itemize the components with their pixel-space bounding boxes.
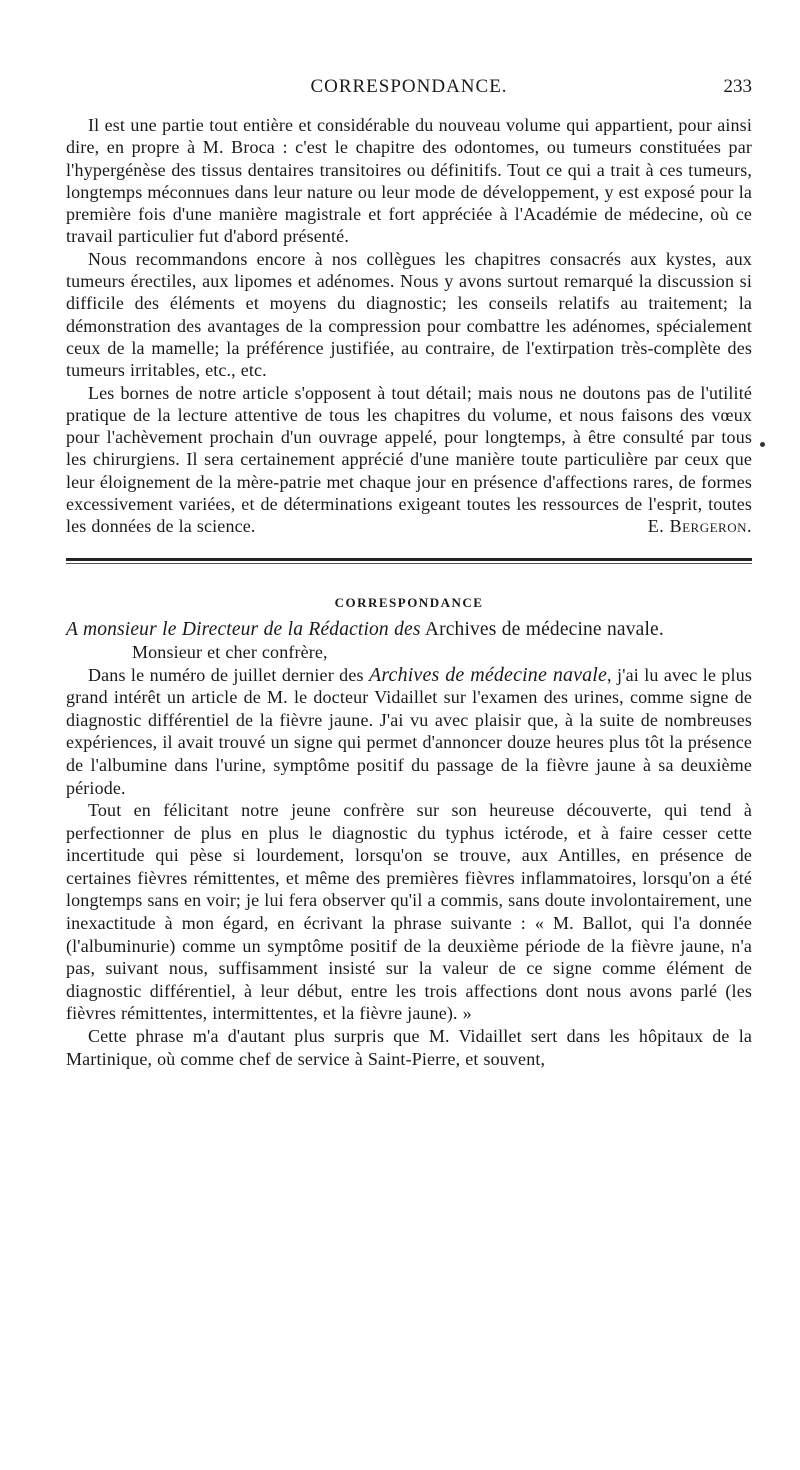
letter-paragraph-1 (66, 664, 752, 800)
letter-paragraph-2: Tout en félicitant notre jeune confrère sur son heureuse découverte, qui tend à perfectionner de plus en plus le diagnostic du typhus ictérode, et à faire cesser cette incertitude qui pèse si lourdement, lorsqu'on se trouve, aux Antilles, en présence de certaines fièvres rémittentes, et même des premières fièvres inflammatoires, lorsqu'on a été longtemps sans en voir; je lui fera observer qu'il a commis, sans doute involontairement, une inexactitude à mon égard, en écrivant la phrase suivante : « M. Ballot, qui l'a donnée (l'albuminurie) comme un symptôme positif de la deuxième période de la fièvre jaune, n'a pas, suivant nous, suffisamment insisté sur la valeur de ce signe comme élément de diagnostic différentiel, à leur début, entre les trois affections dont nous avons parlé (les fièvres rémittentes, intermittentes, et la fièvre jaune). » (66, 800, 752, 1024)
letter-p1-start: Dans le numéro de juillet dernier des (88, 664, 369, 685)
letter-p1-rest: , j'ai lu avec le plus grand intérêt un article de M. le docteur Vidaillet sur l'examen des urines, comme signe de diagnostic différentiel de la fièvre jaune. J'ai vu avec plaisir que, à la suite de nombreuses expériences, il avait trouvé un signe qui permet d'annoncer douze heures plus tôt la présence de l'albumine dans l'urine, symptôme positif du passage de la fièvre jaune à sa deuxième période. (66, 664, 753, 798)
journal-title-italic: Archives de médecine navale (368, 663, 608, 686)
section-heading: CORRESPONDANCE (334, 594, 484, 610)
section-divider (66, 558, 752, 564)
running-header (66, 76, 752, 104)
address-roman: Archives de médecine navale. (420, 618, 664, 640)
address-italic: A monsieur le Directeur de la Rédaction des (66, 618, 421, 640)
review-signature: E. Bergeron. (647, 516, 752, 537)
page-number: 233 (723, 76, 752, 97)
letter-salutation: Monsieur et cher confrère, (132, 642, 328, 663)
main-text (66, 114, 752, 1070)
running-title: CORRESPONDANCE. (310, 76, 508, 97)
review-paragraph-3 (66, 382, 752, 538)
letter-paragraph-3: Cette phrase m'a d'autant plus surpris que M. Vidaillet sert dans les hôpitaux de la Martinique, où comme chef de service à Saint-Pierre, et souvent, (66, 1026, 752, 1069)
review-closing-text: Les bornes de notre article s'opposent à tout détail; mais nous ne doutons pas de l'utilité pratique de la lecture attentive de tous les chapitres du volume, et nous faisons des vœux pour l'achèvement prochain d'un ouvrage appelé, pour longtemps, à être consulté par tous les chirurgiens. Il sera certainement apprécié d'une manière toute particulière par ceux que leur éloignement de la mère-patrie met chaque jour en présence d'affections rares, de formes excessivement variées, et de déterminations exigeant toutes les ressources de l'esprit, toutes les données de la science. (66, 382, 752, 537)
letter-address (66, 619, 752, 641)
review-paragraph-1: Il est une partie tout entière et considérable du nouveau volume qui appartient, pour ainsi dire, en propre à M. Broca : c'est le chapitre des odontomes, ou tumeurs constituées par l'hypergénèse des tissus dentaires transitoires ou définitifs. Tout ce qui a trait à ces tumeurs, longtemps méconnues dans leur nature ou leur mode de développement, y est exposé pour la première fois d'une manière magistrale et fort appréciée à l'Académie de médecine, où ce travail particulier fut d'abord présenté. (66, 115, 752, 247)
review-paragraph-2: Nous recommandons encore à nos collègues les chapitres consacrés aux kystes, aux tumeurs érectiles, aux lipomes et adénomes. Nous y avons surtout remarqué la discussion si difficile des éléments et moyens du diagnostic; les conseils relatifs au traitement; la démonstration des avantages de la compression pour combattre les adénomes, spécialement ceux de la mamelle; la préférence justifiée, au contraire, de l'extirpation très-complète des tumeurs irritables, etc., etc. (66, 248, 752, 381)
letter-body (66, 664, 752, 1071)
ink-speck (760, 442, 765, 447)
